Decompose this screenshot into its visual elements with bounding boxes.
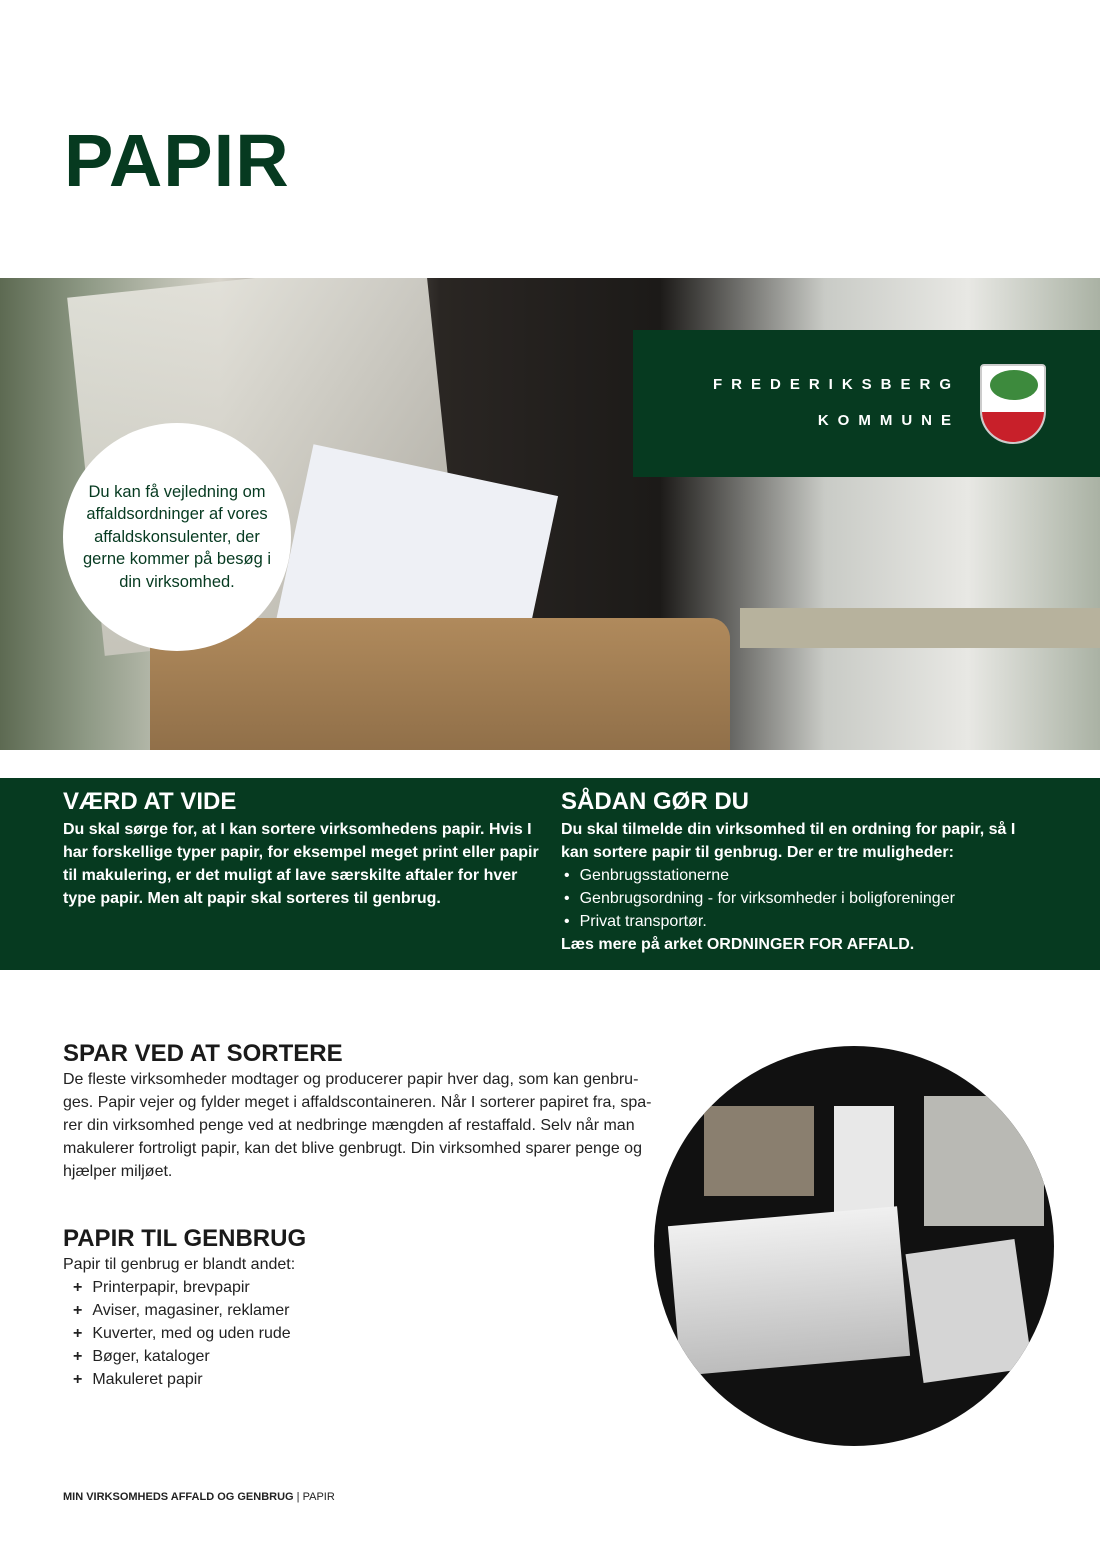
list-item: + Bøger, kataloger [73,1348,210,1365]
info-bubble-text: Du kan få vejledning om affaldsordninger af vores affaldskonsulenter, der gerne kommer på besøg i din virksomhed. [83,482,272,591]
spar-line: De fleste virksomheder modtager og producerer papir hver dag, som kan genbru- [63,1071,639,1088]
footer [63,1491,335,1503]
list-item: + Printerpapir, brevpapir [73,1279,250,1296]
coat-of-arms-icon [980,364,1046,444]
footer-page: PAPIR [302,1491,335,1503]
paper-stack-photo [654,1046,1054,1446]
option-item: • Privat transportør. [561,910,1041,933]
spar-line: hjælper miljøet. [63,1163,173,1180]
info-bubble [63,423,291,651]
plus-icon: + [73,1302,83,1319]
option-item: • Genbrugsstationerne [561,864,1041,887]
sadan-gor-du [561,788,1041,956]
list-item: + Aviser, magasiner, reklamer [73,1302,290,1319]
genbrug-intro: Papir til genbrug er blandt andet: [63,1256,296,1273]
spar-line: makulerer fortroligt papir, kan det blive genbrugt. Din virksomhed sparer penge og [63,1140,642,1157]
vaerd-at-vide [63,788,543,910]
plus-icon: + [73,1348,83,1365]
page-title: PAPIR [64,119,290,202]
vaerd-heading: VÆRD AT VIDE [63,788,237,815]
spar-line: rer din virksomhed penge ved at nedbringe mængden af restaffald. Selv når man [63,1117,635,1134]
logo-line2: KOMMUNE [817,412,960,429]
spar-section [63,1040,653,1183]
footer-title: MIN VIRKSOMHEDS AFFALD OG GENBRUG [63,1491,294,1503]
list-item: + Kuverter, med og uden rude [73,1325,291,1342]
genbrug-heading: PAPIR TIL GENBRUG [63,1225,307,1252]
spar-heading: SPAR VED AT SORTERE [63,1040,343,1067]
genbrug-section [63,1225,306,1391]
read-more: Læs mere på arket ORDNINGER FOR AFFALD. [561,936,915,953]
info-band [0,778,1100,970]
logo-line1: FREDERIKSBERG [712,376,960,393]
vaerd-text: Du skal sørge for, at I kan sortere virksomhedens papir. Hvis I har forskellige typer papir, for eksempel meget print eller papir til makulering, er det muligt af lave særskilte aftaler for hver type papir. Men alt papir skal sorteres til genbrug. [63,821,539,907]
plus-icon: + [73,1279,83,1296]
sadan-text: Du skal tilmelde din virksomhed til en ordning for papir, så I kan sortere papir til genbrug. Der er tre muligheder: [561,821,1016,861]
municipality-logo [633,330,1100,477]
sadan-heading: SÅDAN GØR DU [561,788,750,815]
plus-icon: + [73,1371,83,1388]
option-item: • Genbrugsordning - for virksomheder i boligforeninger [561,887,1041,910]
footer-separator: | [296,1491,300,1503]
plus-icon: + [73,1325,83,1342]
list-item: + Makuleret papir [73,1371,203,1388]
spar-line: ges. Papir vejer og fylder meget i affaldscontaineren. Når I sorterer papiret fra, spa- [63,1094,652,1111]
